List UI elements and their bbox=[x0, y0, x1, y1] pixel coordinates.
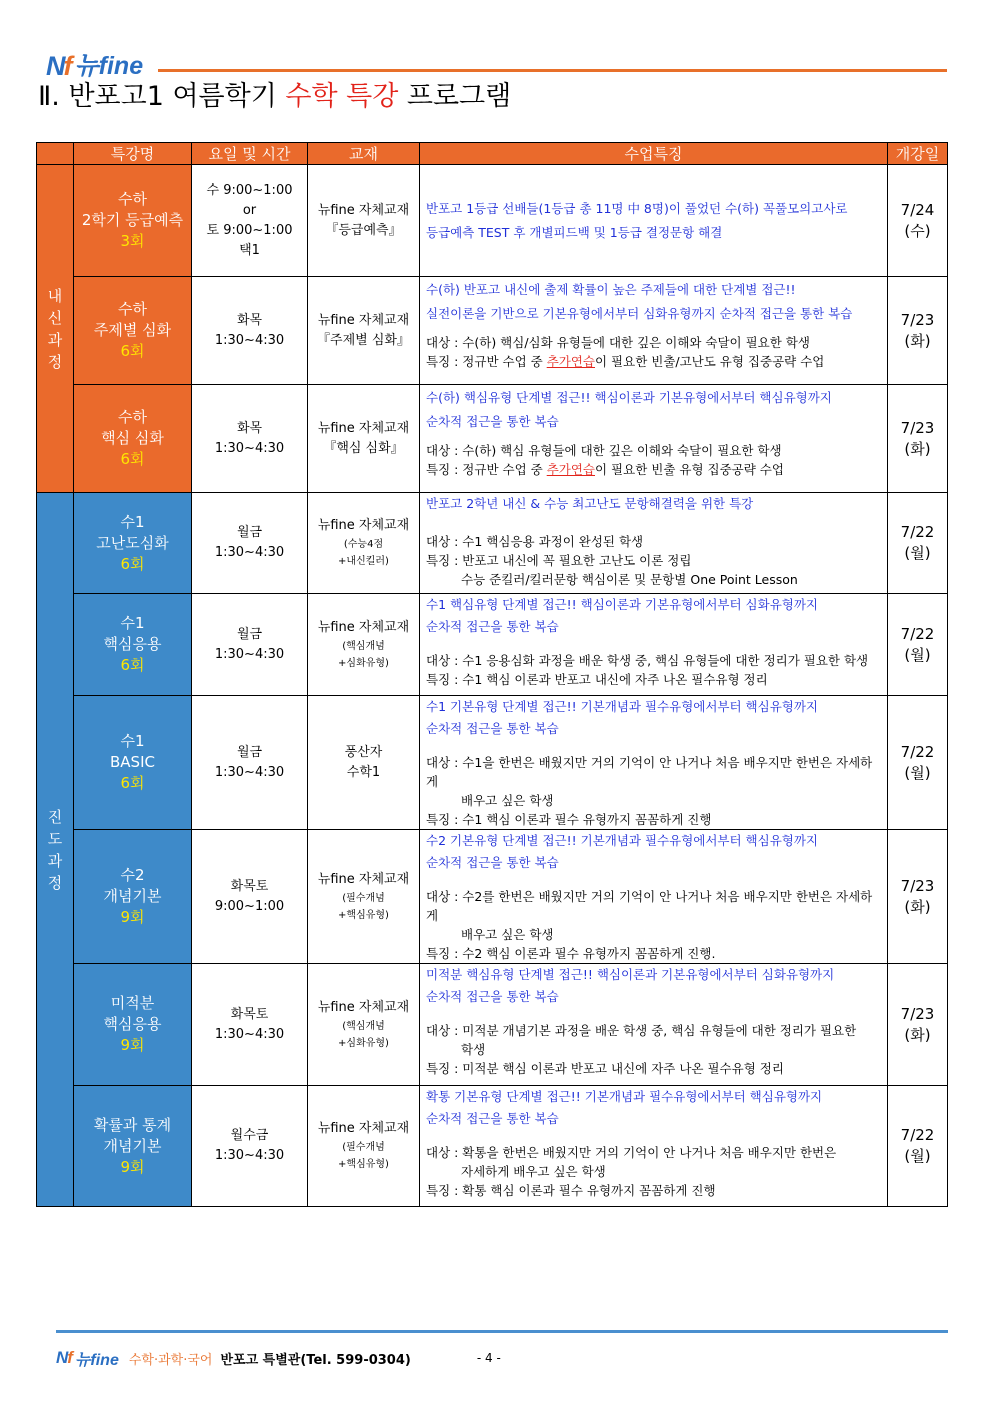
course-features: 수2 기본유형 단계별 접근!! 기본개념과 필수유형에서부터 핵심유형까지 순차적 접근을 통한 복습 대상 : 수2를 한번은 배웠지만 거의 기억이 안 나거나 처음 배우지만 한번은 자세하게 배우고 싶은 학생 특징 : 수2 핵심 이론과 필수 유형까지 꼼꼼하게 진행. bbox=[420, 830, 888, 964]
course-start-date: 7/23 (화) bbox=[888, 964, 948, 1086]
course-start-date: 7/23 (화) bbox=[888, 385, 948, 493]
page-title: Ⅱ. 반포고1 여름학기 수학 특강 프로그램 bbox=[38, 81, 512, 112]
course-start-date: 7/24 (수) bbox=[888, 165, 948, 277]
logo-word: 뉴fine bbox=[74, 52, 144, 80]
course-schedule: 화목 1:30~4:30 bbox=[192, 277, 308, 385]
course-textbook: 뉴fine 자체교재 『등급예측』 bbox=[308, 165, 420, 277]
table-row bbox=[37, 277, 948, 385]
course-features: 수(하) 반포고 내신에 출제 확률이 높은 주제들에 대한 단계별 접근!! 실전이론을 기반으로 기본유형에서부터 심화유형까지 순차적 접근을 통한 복습 대상 : 수(하) 핵심/심화 유형들에 대한 깊은 이해와 숙달이 필요한 학생 특징 : 정규반 수업 중 추가연습이 필요한 빈출/고난도 유형 집중공략 수업 bbox=[420, 277, 888, 385]
page-number: - 4 - bbox=[476, 1351, 501, 1365]
course-schedule: 화목토 1:30~4:30 bbox=[192, 964, 308, 1086]
course-name: 수1 BASIC 6회 bbox=[74, 696, 192, 830]
course-name: 수하 2학기 등급예측 3회 bbox=[74, 165, 192, 277]
course-start-date: 7/22 (월) bbox=[888, 1086, 948, 1207]
table-row bbox=[37, 830, 948, 964]
table-row bbox=[37, 696, 948, 830]
course-textbook: 뉴fine 자체교재 (필수개념 +핵심유형) bbox=[308, 830, 420, 964]
footer-address: 반포고 특별관(Tel. 599-0304) bbox=[220, 1352, 411, 1368]
header-blank bbox=[37, 143, 74, 165]
course-schedule: 월금 1:30~4:30 bbox=[192, 594, 308, 696]
course-name: 수2 개념기본 9회 bbox=[74, 830, 192, 964]
course-name: 수1 고난도심화 6회 bbox=[74, 493, 192, 594]
course-start-date: 7/22 (월) bbox=[888, 594, 948, 696]
footer-subjects: 수학·과학·국어 bbox=[128, 1352, 213, 1368]
course-schedule: 월금 1:30~4:30 bbox=[192, 696, 308, 830]
course-start-date: 7/22 (월) bbox=[888, 493, 948, 594]
course-textbook: 뉴fine 자체교재 (수능4점 +내신킬러) bbox=[308, 493, 420, 594]
course-textbook: 뉴fine 자체교재 『주제별 심화』 bbox=[308, 277, 420, 385]
table-row bbox=[37, 964, 948, 1086]
logo-mark: Nf bbox=[46, 51, 71, 81]
course-textbook: 뉴fine 자체교재 『핵심 심화』 bbox=[308, 385, 420, 493]
header-start-date: 개강일 bbox=[888, 143, 948, 165]
category-school-exam: 내 신 과 정 bbox=[37, 165, 74, 493]
course-features: 미적분 핵심유형 단계별 접근!! 핵심이론과 기본유형에서부터 심화유형까지 순차적 접근을 통한 복습 대상 : 미적분 개념기본 과정을 배운 학생 중, 핵심 유형들에 대한 정리가 필요한 학생 특징 : 미적분 핵심 이론과 반포고 내신에 자주 나온 필수유형 정리 bbox=[420, 964, 888, 1086]
header-course: 특강명 bbox=[74, 143, 192, 165]
course-features: 수1 핵심유형 단계별 접근!! 핵심이론과 기본유형에서부터 심화유형까지 순차적 접근을 통한 복습 대상 : 수1 응용심화 과정을 배운 학생 중, 핵심 유형들에 대한 정리가 필요한 학생 특징 : 수1 핵심 이론과 반포고 내신에 자주 나온 필수유형 정리 bbox=[420, 594, 888, 696]
course-name: 수1 핵심응용 6회 bbox=[74, 594, 192, 696]
footer-logo-mark: Nf bbox=[56, 1348, 72, 1367]
course-schedule: 수 9:00~1:00 or 토 9:00~1:00 택1 bbox=[192, 165, 308, 277]
table-row bbox=[37, 385, 948, 493]
program-table bbox=[36, 142, 948, 1207]
footer bbox=[56, 1345, 501, 1371]
course-name: 미적분 핵심응용 9회 bbox=[74, 964, 192, 1086]
course-features: 확통 기본유형 단계별 접근!! 기본개념과 필수유형에서부터 핵심유형까지 순차적 접근을 통한 복습 대상 : 확통을 한번은 배웠지만 거의 기억이 안 나거나 처음 배우지만 한번은 자세하게 배우고 싶은 학생 특징 : 확통 핵심 이론과 필수 유형까지 꼼꼼하게 진행 bbox=[420, 1086, 888, 1207]
category-progress: 진 도 과 정 bbox=[37, 493, 74, 1207]
course-schedule: 화목 1:30~4:30 bbox=[192, 385, 308, 493]
course-schedule: 월금 1:30~4:30 bbox=[192, 493, 308, 594]
course-schedule: 월수금 1:30~4:30 bbox=[192, 1086, 308, 1207]
footer-logo-word: 뉴fine bbox=[74, 1351, 119, 1369]
course-name: 수하 주제별 심화 6회 bbox=[74, 277, 192, 385]
course-name: 수하 핵심 심화 6회 bbox=[74, 385, 192, 493]
table-header-row bbox=[37, 143, 948, 165]
course-textbook: 뉴fine 자체교재 (필수개념 +핵심유형) bbox=[308, 1086, 420, 1207]
brand-logo bbox=[46, 44, 143, 80]
header-rule bbox=[158, 69, 947, 72]
course-start-date: 7/23 (화) bbox=[888, 277, 948, 385]
course-textbook: 뉴fine 자체교재 (핵심개념 +심화유형) bbox=[308, 594, 420, 696]
footer-rule bbox=[56, 1330, 948, 1333]
header-features: 수업특징 bbox=[420, 143, 888, 165]
course-schedule: 화목토 9:00~1:00 bbox=[192, 830, 308, 964]
table-row bbox=[37, 1086, 948, 1207]
course-textbook: 풍산자 수학1 bbox=[308, 696, 420, 830]
table-row bbox=[37, 493, 948, 594]
header-textbook: 교재 bbox=[308, 143, 420, 165]
course-textbook: 뉴fine 자체교재 (핵심개념 +심화유형) bbox=[308, 964, 420, 1086]
course-start-date: 7/22 (월) bbox=[888, 696, 948, 830]
table-row bbox=[37, 165, 948, 277]
course-features: 반포고 2학년 내신 & 수능 최고난도 문항해결력을 위한 특강 대상 : 수1 핵심응용 과정이 완성된 학생 특징 : 반포고 내신에 꼭 필요한 고난도 이론 정립 수능 준킬러/킬러문항 핵심이론 및 문항별 One Point Lesson bbox=[420, 493, 888, 594]
header-schedule: 요일 및 시간 bbox=[192, 143, 308, 165]
table-row bbox=[37, 594, 948, 696]
course-features: 수(하) 핵심유형 단계별 접근!! 핵심이론과 기본유형에서부터 핵심유형까지 순차적 접근을 통한 복습 대상 : 수(하) 핵심 유형들에 대한 깊은 이해와 숙달이 필요한 학생 특징 : 정규반 수업 중 추가연습이 필요한 빈출 유형 집중공략 수업 bbox=[420, 385, 888, 493]
course-name: 확률과 통계 개념기본 9회 bbox=[74, 1086, 192, 1207]
course-features: 반포고 1등급 선배들(1등급 총 11명 中 8명)이 풀었던 수(하) 꼭풀모의고사로 등급예측 TEST 후 개별피드백 및 1등급 결정문항 해결 bbox=[420, 165, 888, 277]
course-features: 수1 기본유형 단계별 접근!! 기본개념과 필수유형에서부터 핵심유형까지 순차적 접근을 통한 복습 대상 : 수1을 한번은 배웠지만 거의 기억이 안 나거나 처음 배우지만 한번은 자세하게 배우고 싶은 학생 특징 : 수1 핵심 이론과 필수 유형까지 꼼꼼하게 진행 bbox=[420, 696, 888, 830]
course-start-date: 7/23 (화) bbox=[888, 830, 948, 964]
